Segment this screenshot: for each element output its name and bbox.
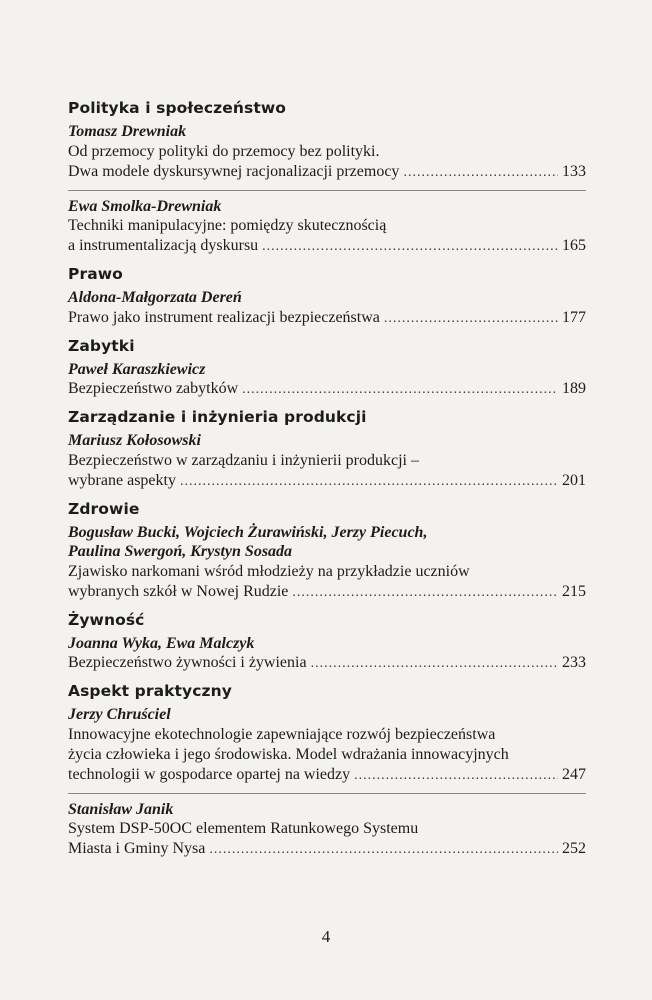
entry-authors: Paweł Karaszkiewicz	[68, 360, 206, 378]
entry-authors: Mariusz Kołosowski	[68, 432, 201, 449]
section-title: Zabytki	[68, 336, 135, 355]
entry-page-number: 247	[562, 765, 586, 783]
entry-authors: Bogusław Bucki, Wojciech Żurawiński, Jerzy Piecuch,	[68, 523, 428, 541]
entry-title-text: Dwa modele dyskursywnej racjonalizacji przemocy	[68, 162, 400, 180]
section-title: Prawo	[68, 265, 123, 283]
entry-title-line-last	[68, 839, 586, 860]
entry-authors: Tomasz Drewniak	[68, 123, 187, 140]
table-of-contents	[68, 98, 586, 867]
leader-dots	[354, 766, 558, 786]
leader-dots	[311, 654, 558, 674]
entry-title-line: Techniki manipulacyjne: pomiędzy skutecznością	[68, 217, 387, 234]
toc-entry	[68, 431, 586, 492]
section-title: Żywność	[68, 610, 145, 629]
toc-section	[68, 407, 586, 492]
entry-title-line-last	[68, 765, 586, 786]
leader-dots	[242, 380, 558, 400]
entry-authors: Ewa Smolka-Drewniak	[68, 197, 222, 215]
entry-title-text: a instrumentalizacją dyskursu	[68, 237, 259, 254]
section-title: Zarządzanie i inżynieria produkcji	[68, 408, 367, 426]
section-title: Polityka i społeczeństwo	[68, 99, 287, 117]
entry-title-text: wybrane aspekty	[68, 471, 176, 489]
toc-section	[68, 264, 586, 329]
entry-title-line-last	[68, 582, 586, 603]
entry-title-line-last	[68, 379, 586, 400]
toc-entry	[68, 288, 586, 329]
entry-title-line: Zjawisko narkomani wśród młodzieży na przykładzie uczniów	[68, 562, 470, 580]
entry-title-text: Prawo jako instrument realizacji bezpieczeństwa	[68, 308, 380, 326]
entry-title-text: wybranych szkół w Nowej Rudzie	[68, 582, 289, 600]
toc-section	[68, 681, 586, 860]
entry-authors: Joanna Wyka, Ewa Malczyk	[68, 634, 255, 652]
entry-title-text: Bezpieczeństwo żywności i żywienia	[68, 654, 307, 671]
entry-title-text: Bezpieczeństwo zabytków	[68, 380, 239, 397]
entry-title-text: Miasta i Gminy Nysa	[68, 840, 206, 857]
entry-title-line-last	[68, 471, 586, 492]
entry-page-number: 177	[562, 308, 586, 326]
toc-entry	[68, 705, 586, 786]
entry-title-text: technologii w gospodarce opartej na wiedzy	[68, 765, 351, 783]
entry-title-line: System DSP-50OC elementem Ratunkowego Systemu	[68, 820, 419, 837]
entry-authors: Paulina Swergoń, Krystyn Sosada	[68, 543, 293, 560]
entry-page-number: 215	[562, 582, 586, 600]
section-title: Aspekt praktyczny	[68, 682, 233, 700]
entry-title-line-last	[68, 308, 586, 329]
entry-page-number: 252	[562, 840, 586, 857]
leader-dots	[180, 472, 558, 492]
entry-page-number: 165	[562, 237, 586, 254]
toc-entry	[68, 800, 586, 861]
entry-divider	[68, 793, 586, 794]
entry-title-line-last	[68, 162, 586, 183]
entry-page-number: 133	[562, 162, 586, 180]
entry-page-number: 233	[562, 654, 586, 671]
entry-title-line-last	[68, 236, 586, 257]
entry-page-number: 189	[562, 380, 586, 397]
entry-title-line: Innowacyjne ekotechnologie zapewniające rozwój bezpieczeństwa	[68, 725, 496, 743]
entry-title-line: Bezpieczeństwo w zarządzaniu i inżynierii produkcji –	[68, 451, 419, 469]
toc-entry	[68, 634, 586, 675]
entry-authors: Stanisław Janik	[68, 800, 174, 818]
section-title: Zdrowie	[68, 499, 140, 518]
entry-title-line: Od przemocy polityki do przemocy bez polityki.	[68, 142, 380, 160]
entry-title-line-last	[68, 653, 586, 674]
toc-entry	[68, 197, 586, 258]
toc-section	[68, 98, 586, 257]
leader-dots	[209, 840, 558, 860]
leader-dots	[384, 309, 558, 329]
toc-entry	[68, 360, 586, 401]
toc-entry	[68, 523, 586, 603]
entry-authors: Jerzy Chruściel	[68, 706, 171, 723]
page-number: 4	[321, 927, 331, 946]
leader-dots	[292, 583, 558, 603]
entry-divider	[68, 190, 586, 191]
leader-dots	[262, 237, 558, 257]
toc-section	[68, 610, 586, 675]
toc-entry	[68, 122, 586, 183]
toc-section	[68, 499, 586, 603]
leader-dots	[403, 163, 558, 183]
entry-page-number: 201	[562, 471, 586, 489]
toc-section	[68, 336, 586, 401]
entry-title-line: życia człowieka i jego środowiska. Model wdrażania innowacyjnych	[68, 745, 509, 763]
entry-authors: Aldona-Małgorzata Dereń	[68, 289, 242, 306]
